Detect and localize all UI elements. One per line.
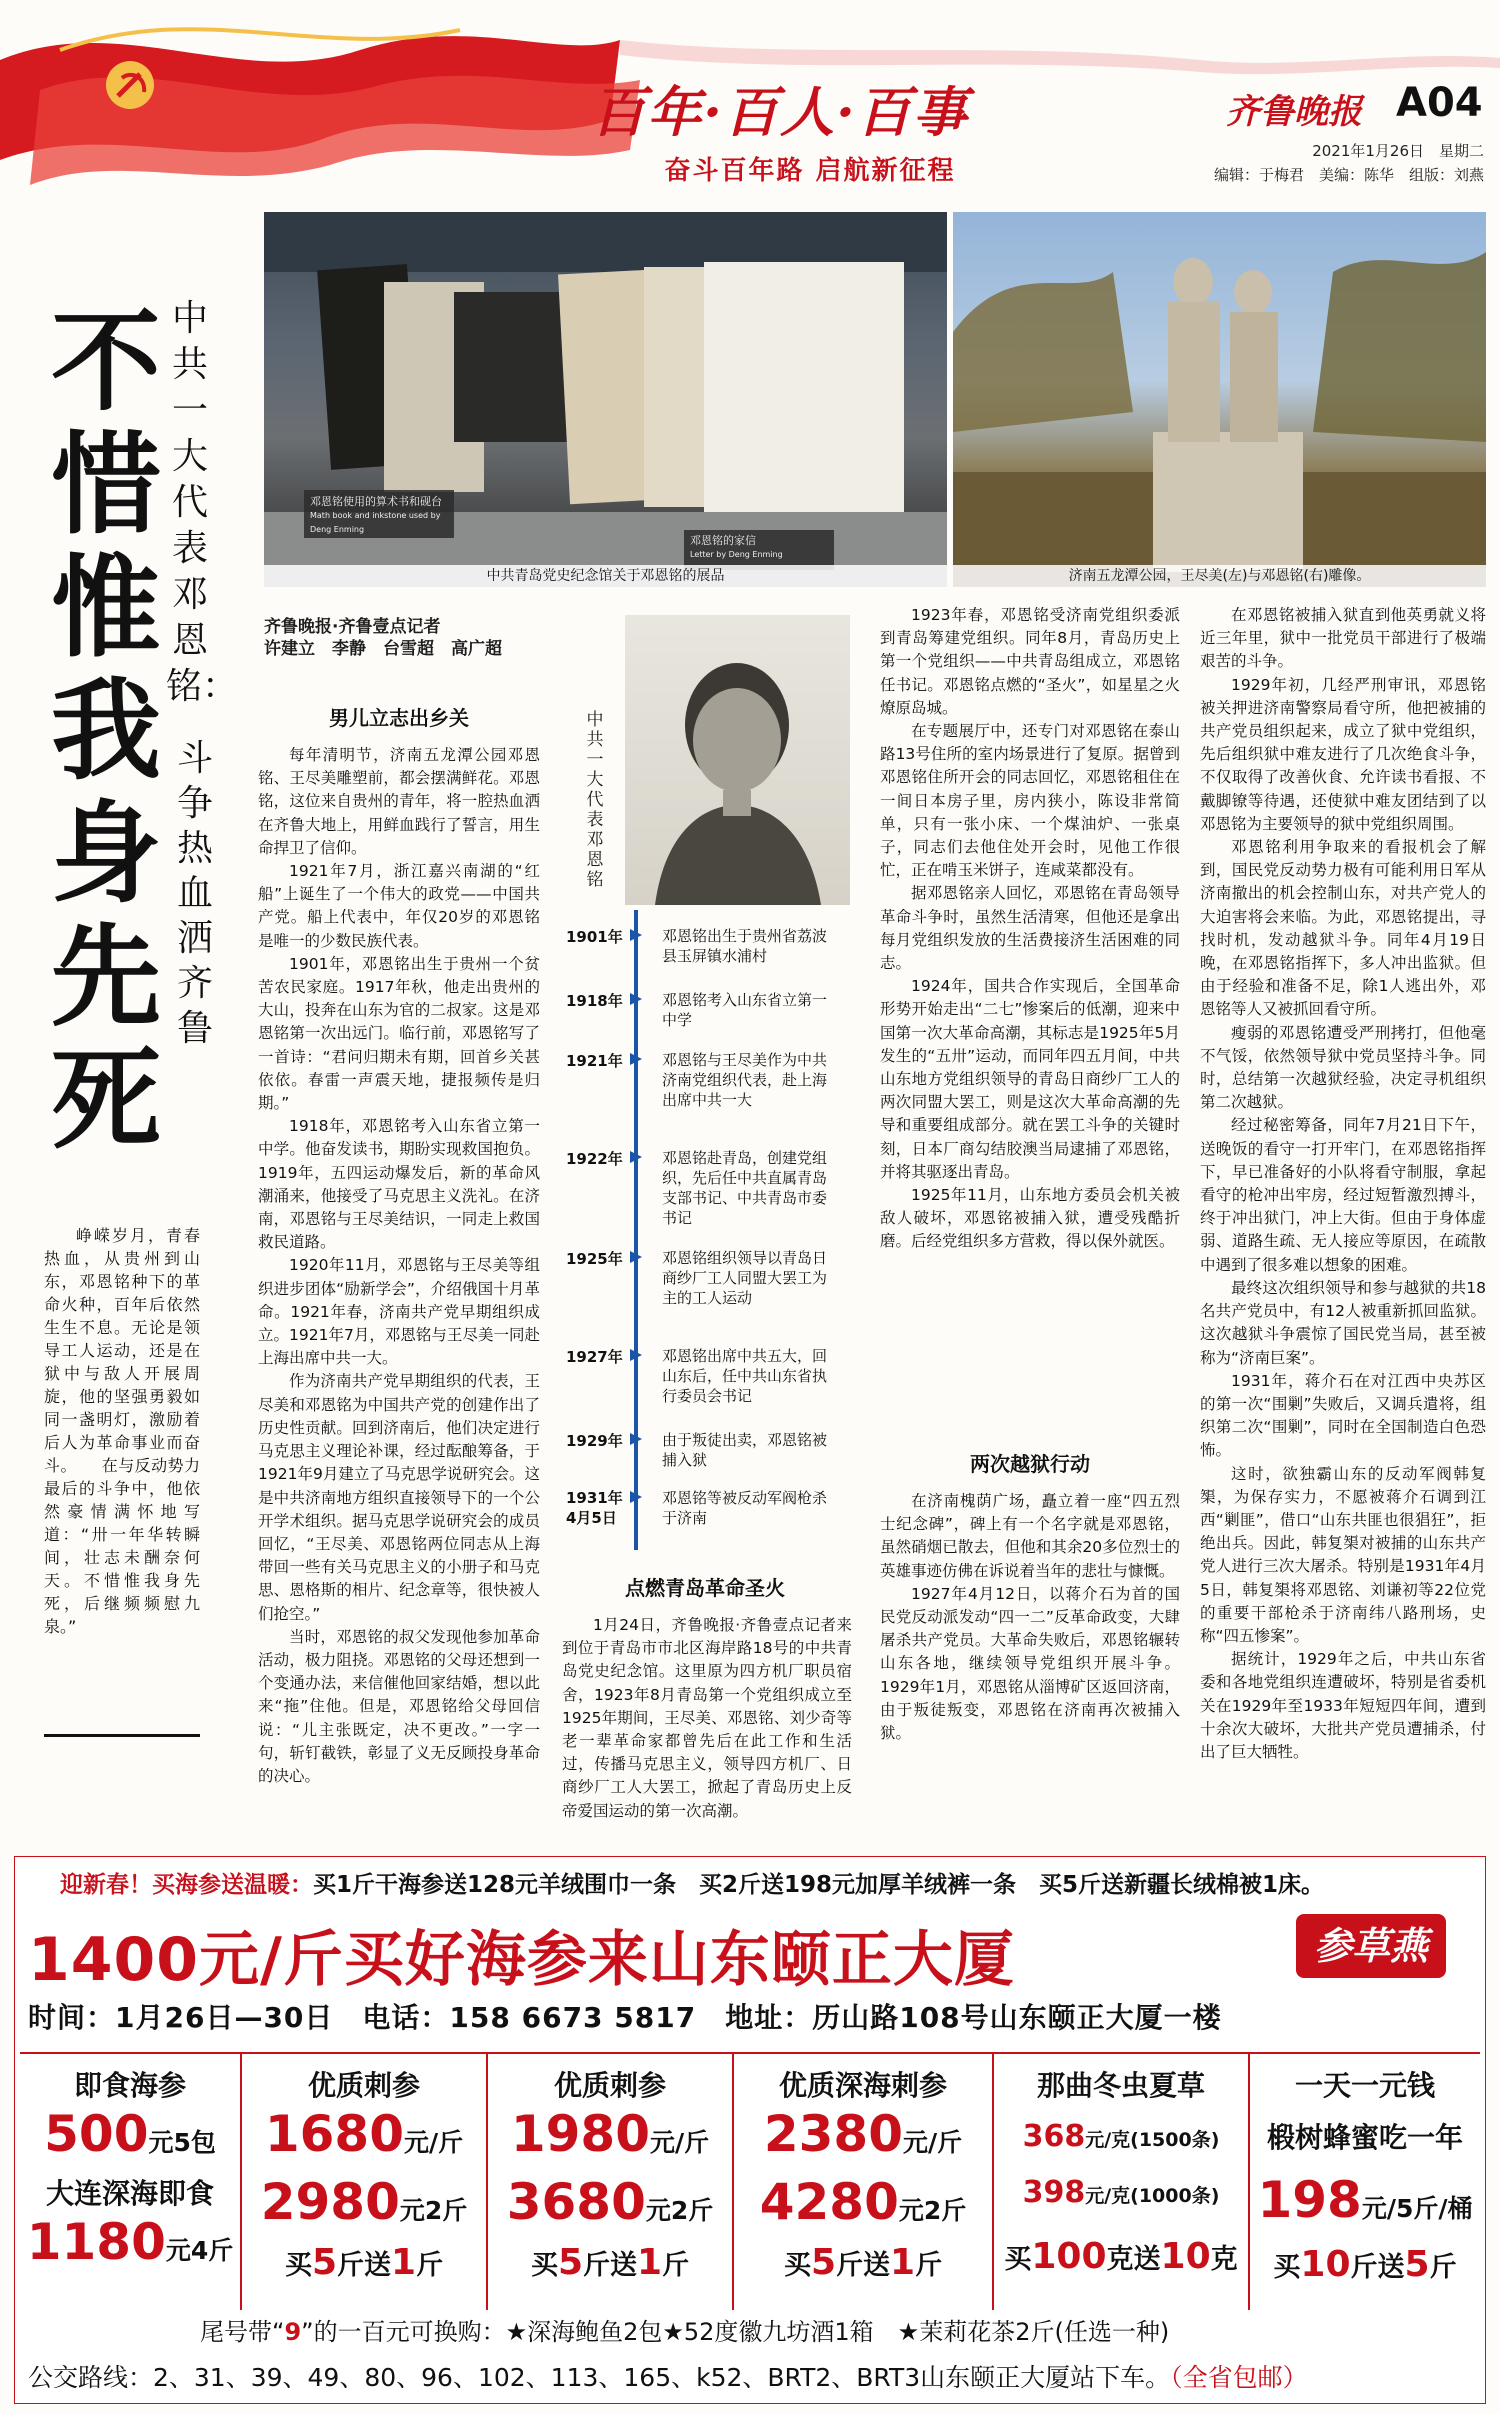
paragraph: 瘦弱的邓恩铭遭受严刑拷打，但他毫不气馁，依然领导狱中党员坚持斗争。同时，总结第一次越狱经验，决定寻机组织第二次越狱。 bbox=[1200, 1023, 1486, 1112]
column-subslogan: 奋斗百年路 启航新征程 bbox=[664, 156, 956, 186]
paragraph: 1月24日，齐鲁晚报·齐鲁壹点记者来到位于青岛市市北区海岸路18号的中共青岛党史纪念馆。这里原为四方机厂职员宿舍，1923年8月青岛第一个党组织成立至1925年期间，王尽美、邓恩铭、刘少奇等老一辈革命家都曾先后在此工作和生活过，传播马克思主义，领导四方机厂、日商纱厂工人大罢工，掀起了青岛历史上反帝爱国运动的第一次高潮。 bbox=[562, 1616, 852, 1820]
photo-caption-left: 中共青岛党史纪念馆关于邓恩铭的展品 bbox=[264, 565, 947, 587]
section-heading-1: 男儿立志出乡关 bbox=[329, 706, 469, 730]
price-cell: 那曲冬虫夏草 368元/克(1500条) 398元/克(1000条) 买100克送10克 bbox=[994, 2054, 1250, 2310]
column-slogan: 百年·百人·百事 bbox=[591, 80, 969, 144]
paragraph: 最终这次组织领导和参与越狱的共18名共产党员中，有12人被重新抓回监狱。这次越狱斗争震惊了国民党当局，甚至被称为“济南巨案”。 bbox=[1200, 1278, 1486, 1367]
portrait-label: 中共一大代表邓恩铭 bbox=[586, 710, 604, 890]
paragraph: 1920年11月，邓恩铭与王尽美等组织进步团体“励新学会”，介绍俄国十月革命。1921年春，济南共产党早期组织成立。1921年7月，邓恩铭与王尽美一同赴上海出席中共一大。 bbox=[258, 1256, 540, 1368]
article-column-4 bbox=[1200, 604, 1486, 1764]
article-column-1 bbox=[258, 744, 540, 1788]
paragraph: 邓恩铭利用争取来的看报机会了解到，国民党反动势力极有可能利用日军从济南撤出的机会控制山东，对共产党人的大迫害将会来临。为此，邓恩铭提出，寻找时机，发动越狱斗争。同年4月19日晚，在邓恩铭指挥下，多人冲出监狱。但由于经验和准备不足，除1人逃出外，邓恩铭等人又被抓回看守所。 bbox=[1200, 838, 1486, 1019]
price-cell: 即食海参 500元5包 大连深海即食 1180元4斤 bbox=[20, 2054, 242, 2310]
price-cell: 优质刺参 1980元/斤 3680元2斤 买5斤送1斤 bbox=[488, 2054, 734, 2310]
paragraph: 1918年，邓恩铭考入山东省立第一中学。他奋发读书，期盼实现救国抱负。1919年，五四运动爆发后，新的革命风潮涌来，他接受了马克思主义洗礼。在济南，邓恩铭与王尽美结识，一同走上救国救民道路。 bbox=[258, 1117, 540, 1252]
section-heading-3: 两次越狱行动 bbox=[970, 1452, 1090, 1476]
paragraph: 经过秘密筹备，同年7月21日下午，送晚饭的看守一打开牢门，在邓恩铭指挥下，早已准备好的小队将看守制服，拿起看守的枪冲出牢房，经过短暂激烈搏斗，终于冲出狱门，冲上大街。但由于身体虚弱、道路生疏、无人接应等原因，在疏散中遇到了很多难以想象的困难。 bbox=[1200, 1116, 1486, 1274]
paragraph: 每年清明节，济南五龙潭公园邓恩铭、王尽美雕塑前，都会摆满鲜花。邓恩铭，这位来自贵州的青年，将一腔热血洒在齐鲁大地上，用鲜血践行了誓言，用生命捍卫了信仰。 bbox=[258, 746, 540, 857]
paragraph: 在专题展厅中，还专门对邓恩铭在泰山路13号住所的室内场景进行了复原。据曾到邓恩铭住所开会的同志回忆，邓恩铭租住在一间日本房子里，房内狭小，陈设非常简单，只有一张小床、一个煤油炉、一张桌子，同志们去他住处开会时，见他工作很忙，正在啃玉米饼子，连咸菜都没有。 bbox=[880, 722, 1180, 880]
paragraph: 这时，欲独霸山东的反动军阀韩复榘，为保存实力，不愿被蒋介石调到江西“剿匪”，借口“山东共匪也很猖狂”，拒绝出兵。因此，韩复榘对被捕的山东共产党人进行三次大屠杀。特别是1931年4月5日，韩复榘将邓恩铭、刘谦初等22位党的重要干部枪杀于济南纬八路刑场，史称“四五惨案”。 bbox=[1200, 1464, 1486, 1645]
page-header bbox=[0, 0, 1500, 200]
paragraph: 1923年春，邓恩铭受济南党组织委派到青岛筹建党组织。同年8月，青岛历史上第一个党组织——中共青岛组成立，邓恩铭任书记。邓恩铭点燃的“圣火”，如星星之火燎原岛城。 bbox=[880, 606, 1180, 717]
ad-exchange-offer: 尾号带“9”的一百元可换购：★深海鲍鱼2包★52度徽九坊酒1箱 ★茉莉花茶2斤(任选一种) bbox=[200, 2318, 1170, 2346]
ad-bus-routes: 公交路线：2、31、39、49、80、96、102、113、165、k52、BRT2、BRT3山东颐正大厦站下车。（全省包邮） bbox=[28, 2363, 1308, 2392]
price-cell: 优质刺参 1680元/斤 2980元2斤 买5斤送1斤 bbox=[242, 2054, 488, 2310]
headline-subtitle-1: 中共一大代表邓恩铭： bbox=[166, 298, 239, 707]
headline-main: 不惜惟我身先死 bbox=[51, 297, 161, 1164]
paragraph: 1921年7月，浙江嘉兴南湖的“红船”上诞生了一个伟大的政党——中国共产党。船上代表中，年仅20岁的邓恩铭是唯一的少数民族代表。 bbox=[258, 862, 540, 950]
article-column-2 bbox=[562, 1614, 852, 1824]
letter-exhibit-label: 邓恩铭的家信 Letter by Deng Enming bbox=[690, 534, 783, 559]
portrait-illustration bbox=[625, 615, 850, 905]
deng-enming-portrait bbox=[625, 615, 850, 905]
ad-price-grid bbox=[20, 2052, 1480, 2308]
paragraph: 1931年，蒋介石在对江西中央苏区的第一次“围剿”失败后，又调兵遣将，组织第二次“围剿”，同时在全国制造白色恐怖。 bbox=[1200, 1371, 1486, 1460]
reporter-byline: 齐鲁晚报·齐鲁壹点记者 许建立 李静 台雪超 高广超 bbox=[264, 617, 502, 659]
newspaper-name: 齐鲁晚报 bbox=[1226, 92, 1362, 132]
price-cell: 优质深海刺参 2380元/斤 4280元2斤 买5斤送1斤 bbox=[734, 2054, 994, 2310]
statue-illustration bbox=[953, 212, 1486, 587]
hammer-sickle-icon bbox=[106, 61, 154, 109]
ad-promotion-line: 迎新春！买海参送温暖：买1斤干海参送128元羊绒围巾一条 买2斤送198元加厚羊绒裤一条 买5斤送新疆长绒棉被1床。 bbox=[60, 1872, 1325, 1898]
timeline-axis bbox=[634, 910, 638, 1550]
paragraph: 1929年初，几经严刑审讯，邓恩铭被关押进济南警察局看守所，他把被捕的共产党员组织起来，成立了狱中党组织，先后组织狱中难友进行了几次绝食斗争，不仅取得了改善伙食、允许读书看报、不戴脚镣等待遇，还使狱中难友团结到了以邓恩铭为主要领导的狱中党组织周围。 bbox=[1200, 675, 1486, 833]
editor-credits: 编辑：于梅君 美编：陈华 组版：刘燕 bbox=[1213, 166, 1484, 184]
paragraph: 据统计，1929年之后，中共山东省委和各地党组织连遭破坏，特别是省委机关在1929年至1933年短短四年间，遭到十余次大破坏，大批共产党员遭捕杀，付出了巨大牺牲。 bbox=[1200, 1650, 1486, 1761]
statue-photo bbox=[953, 212, 1486, 587]
price-cell: 一天一元钱 椴树蜂蜜吃一年 198元/5斤/桶 买10斤送5斤 bbox=[1257, 2069, 1473, 2285]
ad-headline: 1400元/斤买好海参来山东颐正大厦 bbox=[28, 1925, 1015, 1995]
ad-contact-info: 时间：1月26日—30日 电话：158 6673 5817 地址：历山路108号山东颐正大厦一楼 bbox=[28, 2001, 1222, 2034]
paragraph: 1924年，国共合作实现后，全国革命形势开始走出“二七”惨案后的低潮，迎来中国第一次大革命高潮，其标志是1925年5月发生的“五卅”运动，而同年四五月间，中共山东地方党组织领导的青岛日商纱厂工人的两次同盟大罢工，则是这次大革命高潮的先导和重要组成部分。就在罢工斗争的关键时刻，日本厂商勾结胶澳当局逮捕了邓恩铭，并将其驱逐出青岛。 bbox=[880, 977, 1180, 1181]
paragraph: 当时，邓恩铭的叔父发现他参加革命活动，极力阻挠。邓恩铭的父母还想到一个变通办法，来信催他回家结婚，想以此来“拖”住他。但是，邓恩铭给父母回信说：“儿主张既定，决不更改。”一字一句，斩钉截铁，彰显了义无反顾投身革命的决心。 bbox=[258, 1627, 540, 1785]
brand-seal-logo: 参草燕 bbox=[1296, 1914, 1446, 1978]
page-number: A04 bbox=[1396, 80, 1483, 126]
paragraph: 1927年4月12日，以蒋介石为首的国民党反动派发动“四一二”反革命政变，大肆屠杀共产党员。大革命失败后，邓恩铭辗转山东各地，继续领导党组织开展斗争。1929年1月，邓恩铭从淄博矿区返回济南，由于叛徒叛变，邓恩铭在济南再次被捕入狱。 bbox=[880, 1584, 1180, 1743]
paragraph: 在邓恩铭被捕入狱直到他英勇就义将近三年里，狱中一批党员干部进行了极端艰苦的斗争。 bbox=[1200, 606, 1486, 671]
article-column-3b bbox=[880, 1490, 1180, 1745]
article-column-3 bbox=[880, 604, 1180, 1254]
photo-caption-right: 济南五龙潭公园，王尽美(左)与邓恩铭(右)雕像。 bbox=[953, 565, 1486, 587]
issue-date: 2021年1月26日 星期二 bbox=[1312, 142, 1484, 160]
paragraph: 1925年11月，山东地方委员会机关被敌人破坏，邓恩铭被捕入狱，遭受残酷折磨。后经党组织多方营救，得以保外就医。 bbox=[880, 1186, 1180, 1251]
museum-exhibit-photo bbox=[264, 212, 947, 587]
paragraph: 据邓恩铭亲人回忆，邓恩铭在青岛领导革命斗争时，虽然生活清寒，但他还是拿出每月党组织发放的生活费接济生活困难的同志。 bbox=[880, 884, 1180, 973]
paragraph: 在济南槐荫广场，矗立着一座“四五烈士纪念碑”，碑上有一个名字就是邓恩铭，虽然硝烟已散去，但他和其余20多位烈士的英雄事迹仿佛在诉说着当年的悲壮与慷慨。 bbox=[880, 1492, 1180, 1580]
paragraph: 1901年，邓恩铭出生于贵州一个贫苦农民家庭。1917年秋，他走出贵州的大山，投奔在山东为官的二叔家。这是邓恩铭第一次出远门。临行前，邓恩铭写了一首诗：“君问归期未有期，回首乡关甚依依。春雷一声震天地，捷报频传是归期。” bbox=[258, 954, 540, 1113]
book-exhibit-label: 邓恩铭使用的算术书和砚台 Math book and inkstone used by Deng Enming bbox=[310, 495, 442, 534]
lead-divider bbox=[44, 1734, 200, 1737]
section-heading-2: 点燃青岛革命圣火 bbox=[625, 1576, 785, 1600]
paragraph: 作为济南共产党早期组织的代表，王尽美和邓恩铭为中国共产党的创建作出了历史性贡献。回到济南后，他们决定进行马克思主义理论补课，经过酝酿筹备，于1921年9月建立了马克思学说研究会。这是中共济南地方组织直接领导下的一个公开学术组织。据马克思学说研究会的成员回忆，“王尽美、邓恩铭两位同志从上海带回一些有关马克思主义的小册子和马克思、恩格斯的相片、纪念章等，很快被人们抢空。” bbox=[258, 1372, 540, 1623]
headline-subtitle-2: 斗争热血洒齐鲁 bbox=[176, 738, 213, 1049]
article-lead: 峥嵘岁月，青春热血，从贵州到山东，邓恩铭种下的革命火种，百年后依然生生不息。无论是领导工人运动，还是在狱中与敌人开展周旋，他的坚强勇毅如同一盏明灯，激励着后人为革命事业而奋斗。 在与反动势力最后的斗争中，他依然豪情满怀地写道：“卅一年华转瞬间，壮志未酬奈何天。不惜惟我身先死，后继频频慰九泉。” bbox=[44, 1226, 200, 1636]
